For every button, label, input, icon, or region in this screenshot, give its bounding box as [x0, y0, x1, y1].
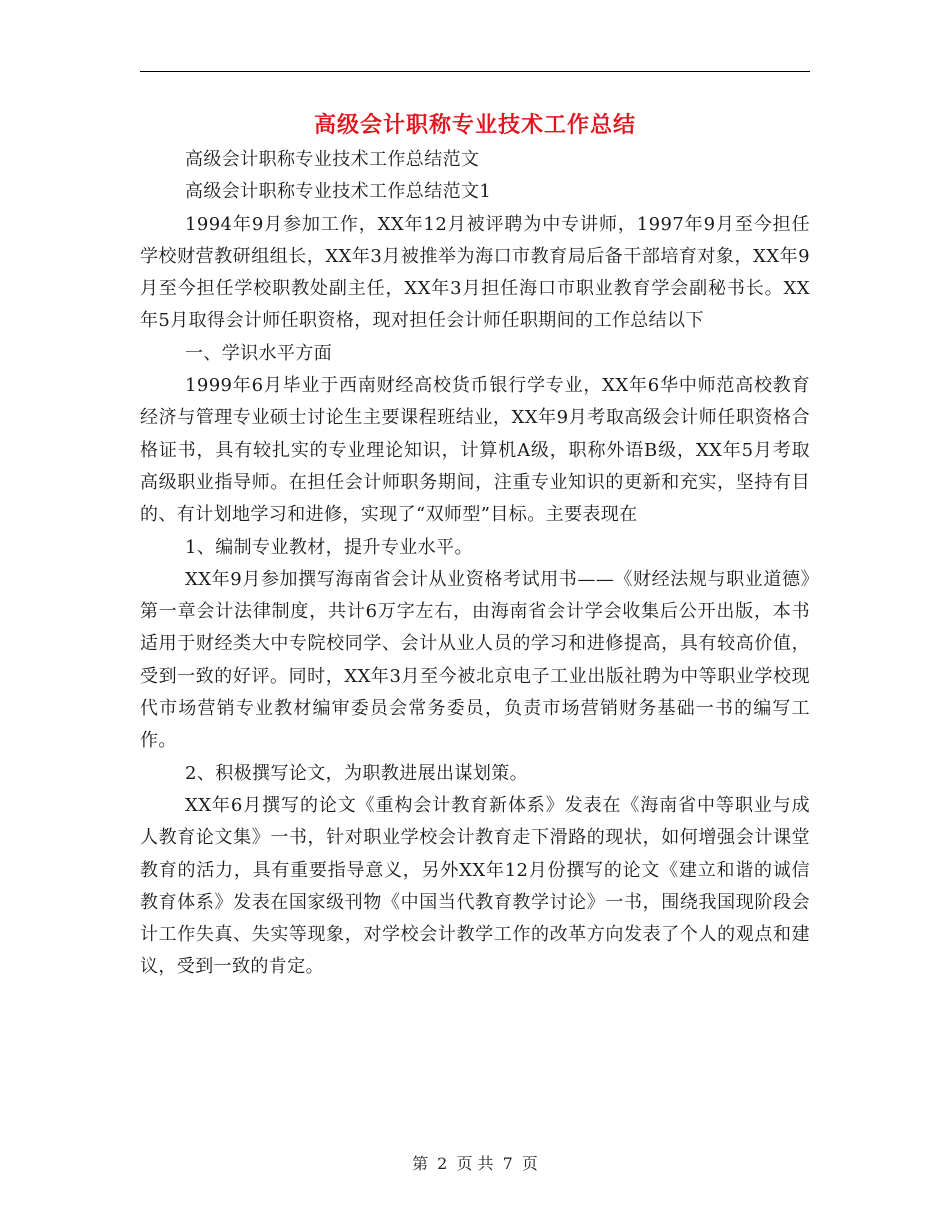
- footer-page-number: 2: [437, 1154, 448, 1173]
- footer-total-pages: 7: [502, 1154, 513, 1173]
- paragraph-subtitle-1: 高级会计职称专业技术工作总结范文1: [185, 181, 492, 203]
- page-footer: [0, 1152, 950, 1176]
- document-title: 高级会计职称专业技术工作总结: [313, 112, 636, 138]
- footer-middle: 页 共: [456, 1154, 494, 1173]
- header-rule: [140, 71, 810, 72]
- subheading-textbooks: 1、编制专业教材，提升专业水平。: [185, 536, 473, 558]
- footer-prefix: 第: [412, 1154, 429, 1173]
- paragraph-education: 1999年6月毕业于西南财经高校货币银行学专业，XX年6华中师范高校教育经济与管理专业硕士讨论生主要课程班结业，XX年9月考取高级会计师任职资格合格证书，具有较扎实的专业理论知识，计算机A级，职称外语B级，XX年5月考取高级职业指导师。在担任会计师职务期间，注重专业知识的更新和充实，坚持有目的、有计划地学习和进修，实现了“双师型”目标。主要表现在: [140, 375, 810, 526]
- section-heading-knowledge: 一、学识水平方面: [185, 342, 333, 364]
- paragraph-career: 1994年9月参加工作，XX年12月被评聘为中专讲师，1997年9月至今担任学校财营教研组组长，XX年3月被推举为海口市教育局后备干部培育对象，XX年9月至今担任学校职教处副主任，XX年3月担任海口市职业教育学会副秘书长。XX年5月取得会计师任职资格，现对担任会计师任职期间的工作总结以下: [140, 213, 810, 332]
- document-body: [140, 144, 810, 984]
- paragraph-papers: XX年6月撰写的论文《重构会计教育新体系》发表在《海南省中等职业与成人教育论文集》一书，针对职业学校会计教育走下滑路的现状，如何增强会计课堂教育的活力，具有重要指导意义，另外XX年12月份撰写的论文《建立和谐的诚信教育体系》发表在国家级刊物《中国当代教育教学讨论》一书，围绕我国现阶段会计工作失真、失实等现象，对学校会计教学工作的改革方向发表了个人的观点和建议，受到一致的肯定。: [140, 794, 810, 978]
- subheading-papers: 2、积极撰写论文，为职教进展出谋划策。: [185, 762, 529, 784]
- footer-suffix: 页: [521, 1154, 538, 1173]
- paragraph-subtitle: 高级会计职称专业技术工作总结范文: [185, 149, 480, 170]
- paragraph-textbooks: XX年9月参加撰写海南省会计从业资格考试用书——《财经法规与职业道德》第一章会计法律制度，共计6万字左右，由海南省会计学会收集后公开出版，本书适用于财经类大中专院校同学、会计从业人员的学习和进修提高，具有较高价值，受到一致的好评。同时，XX年3月至今被北京电子工业出版社聘为中等职业学校现代市场营销专业教材编审委员会常务委员，负责市场营销财务基础一书的编写工作。: [140, 568, 810, 752]
